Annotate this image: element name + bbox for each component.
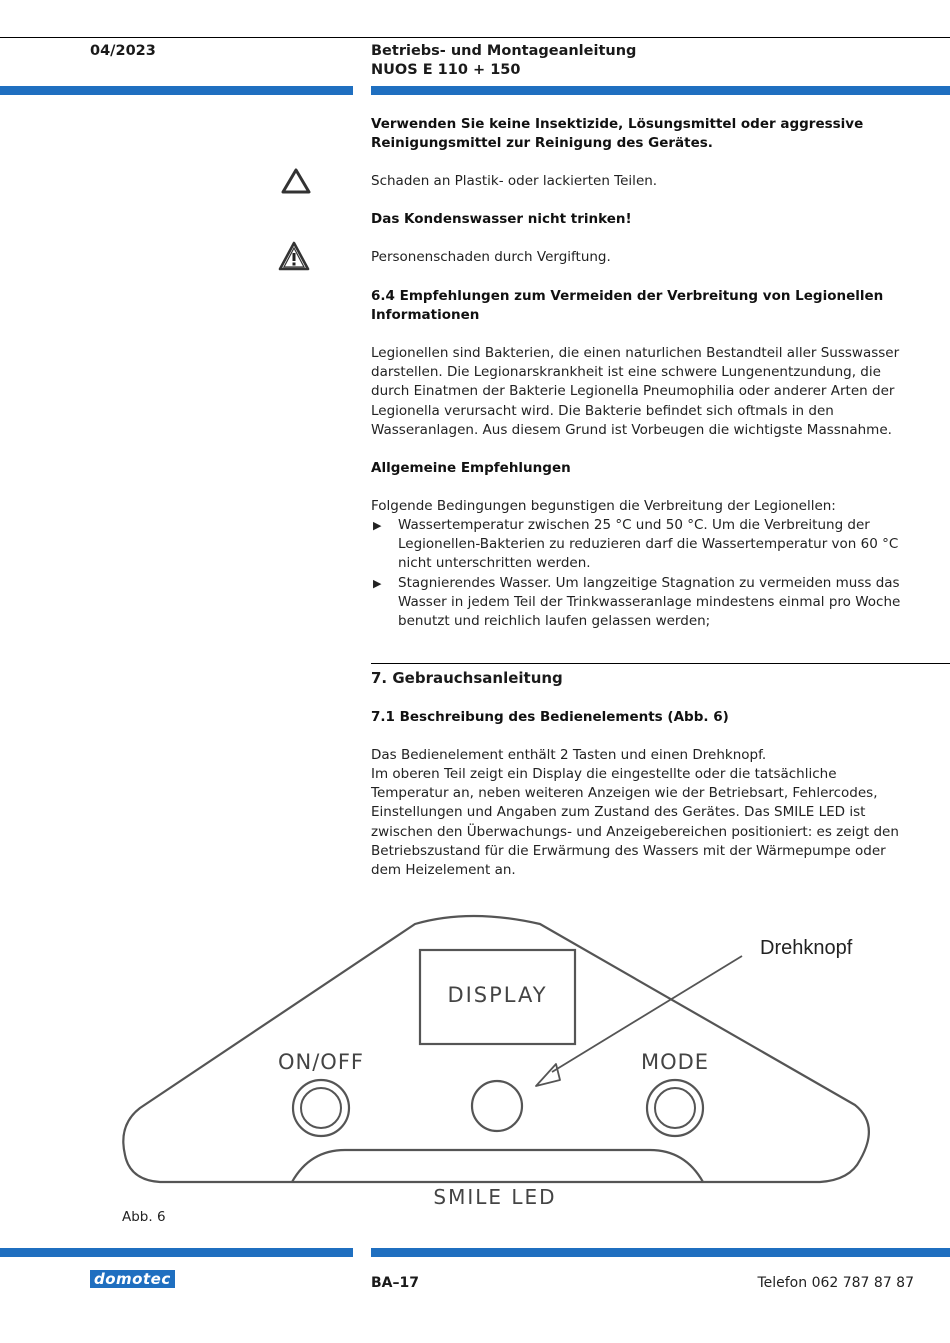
- knob-arrow-head: [536, 1064, 560, 1086]
- warning-note1-text: Schaden an Plastik- oder lackierten Teilen.: [371, 173, 658, 189]
- footer-bar-left: [0, 1248, 353, 1257]
- header-bar-right: [371, 86, 950, 95]
- domotec-logo: domotec: [90, 1270, 175, 1288]
- bullet-arrow-icon: ▶: [373, 576, 382, 590]
- list-item: [371, 516, 916, 574]
- onoff-button-inner: [301, 1088, 341, 1128]
- warning-note2-bold: Das Kondenswasser nicht trinken!: [371, 211, 632, 227]
- bullet-text: Stagnierendes Wasser. Um langzeitige Stagnation zu vermeiden muss das Wasser in jedem Teil der Trinkwasseranlage mindestens einmal pro Woche benutzt und reichlich laufen gelassen werden;: [398, 574, 901, 630]
- header-title-line2: NUOS E 110 + 150: [371, 62, 521, 78]
- mode-button-inner: [655, 1088, 695, 1128]
- footer-phone: Telefon 062 787 87 87: [757, 1275, 914, 1291]
- warning-note2-text: Personenschaden durch Vergiftung.: [371, 249, 611, 265]
- header-title: [371, 42, 636, 80]
- smile-led-arc: [292, 1150, 703, 1182]
- bullet-text: Wassertemperatur zwischen 25 °C und 50 °C. Um die Verbreitung der Legionellen-Bakterien zu reduzieren darf die Wassertemperatur von 60 °C nicht unterschritten werden.: [398, 517, 899, 572]
- section-7-1-paragraph: Im oberen Teil zeigt ein Display die eingestellte oder die tatsächliche Temperatur an, neben weiteren Anzeigen wie der Betriebsart, Fehlercodes, Einstellungen und Angaben zum Zustand des Gerätes. Das SMILE LED ist zwischen den Überwachungs- und Anzeigebereichen positioniert: es zeigt den Betriebszustand für die Erwärmung des Wassers mit der Wärmepumpe oder dem Heizelement an.: [371, 766, 899, 879]
- knob-circle: [472, 1081, 522, 1131]
- header-top-rule: [0, 37, 950, 38]
- display-label: DISPLAY: [447, 983, 548, 1007]
- onoff-label: ON/OFF: [277, 1050, 364, 1074]
- panel-outline: [123, 916, 869, 1182]
- section-6-4-paragraph: Legionellen sind Bakterien, die einen naturlichen Bestandteil aller Susswasser darstellen. Die Legionarskrankheit ist eine schwere Lungenentzundung, die durch Einatmen der Bakterie Legionella Pneumophilia oder anderer Arten der Legionella verursacht wird. Die Bakterie befindet sich oftmals in den Wasseranlagen. Aus diesem Grund ist Vorbeugen die wichtigste Massnahme.: [371, 345, 900, 438]
- figure-caption: Abb. 6: [122, 1209, 166, 1225]
- general-intro: Folgende Bedingungen begunstigen die Verbreitung der Legionellen:: [371, 498, 836, 514]
- header-bar-left: [0, 86, 353, 95]
- section-7-rule: [371, 663, 950, 664]
- header-title-line1: Betriebs- und Montageanleitung: [371, 43, 637, 59]
- footer-page-number: BA–17: [371, 1275, 419, 1291]
- list-item: [371, 574, 916, 632]
- smile-led-label: SMILE LED: [433, 1185, 557, 1209]
- warning-note1-bold: Verwenden Sie keine Insektizide, Lösungsmittel oder aggressive Reinigungsmittel zur Reinigung des Gerätes.: [371, 116, 864, 152]
- general-heading: Allgemeine Empfehlungen: [371, 460, 571, 476]
- general-bullet-list: [371, 516, 916, 631]
- section-6-4-heading: 6.4 Empfehlungen zum Vermeiden der Verbreitung von Legionellen Informationen: [371, 288, 884, 324]
- section-7-1-heading: 7.1 Beschreibung des Bedienelements (Abb. 6): [371, 709, 729, 725]
- footer-bar-right: [371, 1248, 950, 1257]
- header-date: 04/2023: [90, 43, 156, 59]
- caution-triangle-icon: [280, 167, 312, 199]
- bullet-arrow-icon: ▶: [373, 519, 382, 532]
- section-7-1-line1: Das Bedienelement enthält 2 Tasten und einen Drehknopf.: [371, 747, 767, 763]
- knob-callout-label: Drehknopf: [760, 937, 853, 959]
- warning-exclamation-icon: [277, 240, 311, 276]
- section-7-heading: 7. Gebrauchsanleitung: [371, 669, 563, 687]
- control-panel-figure: [0, 880, 950, 1225]
- mode-label: MODE: [640, 1050, 710, 1074]
